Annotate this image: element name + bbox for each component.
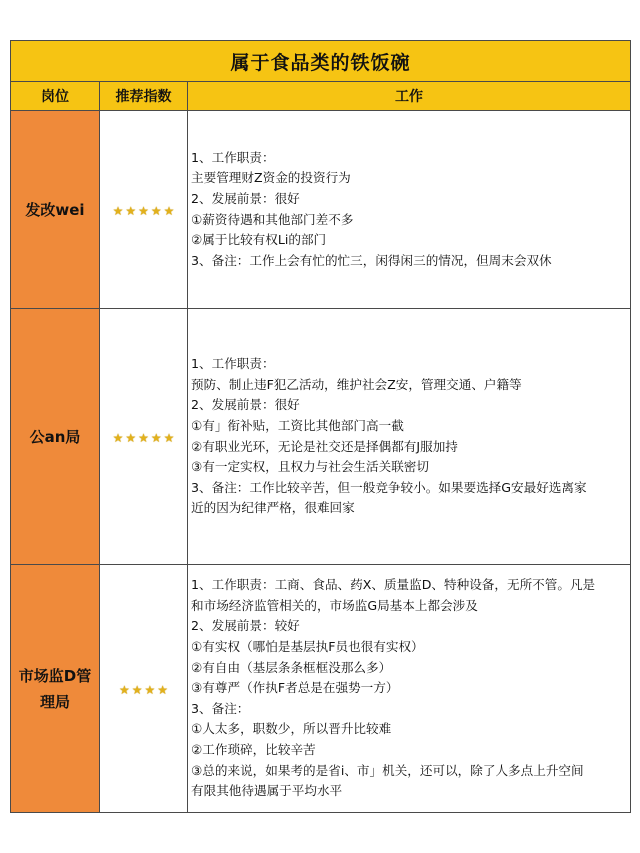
work-line: ③总的来说，如果考的是省i、市」机关，还可以，除了人多点上升空间 (191, 762, 584, 778)
star-icon: ★ (157, 683, 169, 697)
star-icon: ★ (125, 431, 137, 445)
star-icon: ★ (144, 683, 156, 697)
star-icon: ★ (131, 683, 143, 697)
table-row (11, 309, 631, 565)
work-line: 主要管理财Z资金的投资行为 (191, 170, 351, 186)
work-line: ②工作琐碎，比较辛苦 (191, 741, 316, 757)
star-icon: ★ (138, 431, 149, 445)
post-name: 市场监D管理局 (18, 666, 92, 711)
work-line: 3、备注：工作比较辛苦，但一般竞争较小。如果要选择G安最好选离家 (191, 479, 587, 495)
star-icon: ★ (112, 204, 124, 218)
header-rating: 推荐指数 (100, 82, 188, 111)
star-icon: ★ (163, 204, 175, 218)
rating-cell (100, 309, 188, 565)
work-line: ③有尊严（作执F者总是在强势一方） (191, 680, 399, 696)
work-line: ②属于比较有权Li的部门 (191, 232, 327, 248)
rating-cell (100, 565, 188, 813)
star-icon: ★ (150, 204, 162, 218)
work-line: ①有实权（哪怕是基层执F员也很有实权） (191, 639, 424, 655)
work-line: ①薪资待遇和其他部门差不多 (191, 211, 354, 227)
table-row (11, 565, 631, 813)
work-line: 2、发展前景：很好 (191, 190, 300, 206)
work-line: ①有」衔补贴，工资比其他部门高一截 (191, 417, 404, 433)
work-line: 2、发展前景：较好 (191, 618, 300, 634)
table-row (11, 111, 631, 309)
post-name: 发改wei (25, 200, 85, 219)
work-line: 1、工作职责： (191, 149, 275, 165)
job-table (10, 40, 631, 813)
work-line: 近的因为纪律严格，很难回家 (191, 500, 355, 516)
star-icon: ★ (125, 204, 137, 218)
header-work: 工作 (188, 82, 631, 111)
work-line: 预防、制止违F犯乙活动，维护社会Z安，管理交通、户籍等 (191, 376, 522, 392)
star-icon: ★ (112, 431, 124, 445)
job-table-sheet (10, 40, 630, 813)
post-cell (11, 111, 100, 309)
work-line: 3、备注：工作上会有忙的忙三，闲得闲三的情况，但周末会双休 (191, 252, 552, 268)
header-post: 岗位 (11, 82, 100, 111)
work-line: 1、工作职责： (191, 356, 275, 372)
work-line: 1、工作职责：工商、食品、药X、质量监D、特种设备，无所不管。凡是 (191, 577, 596, 593)
star-icon: ★ (150, 431, 162, 445)
work-cell (188, 565, 631, 813)
work-line: 有限其他待遇属于平均水平 (191, 783, 343, 799)
work-line: ②有职业光环，无论是社交还是择偶都有J服加持 (191, 438, 458, 454)
star-icon: ★ (118, 683, 130, 697)
star-icon: ★ (138, 204, 149, 218)
work-line: ②有自由（基层条条框框没那么多） (191, 659, 392, 675)
work-line: ①人太多，职数少，所以晋升比较难 (191, 721, 392, 737)
work-line: ③有一定实权，且权力与社会生活关联密切 (191, 459, 429, 475)
work-cell (188, 309, 631, 565)
star-icon: ★ (163, 431, 175, 445)
post-cell (11, 309, 100, 565)
post-cell (11, 565, 100, 813)
work-line: 3、备注： (191, 700, 250, 716)
work-cell (188, 111, 631, 309)
table-title: 属于食品类的铁饭碗 (11, 41, 631, 82)
work-line: 和市场经济监管相关的，市场监G局基本上都会涉及 (191, 597, 478, 613)
work-line: 2、发展前景：很好 (191, 397, 300, 413)
rating-cell (100, 111, 188, 309)
post-name: 公an局 (29, 427, 81, 446)
